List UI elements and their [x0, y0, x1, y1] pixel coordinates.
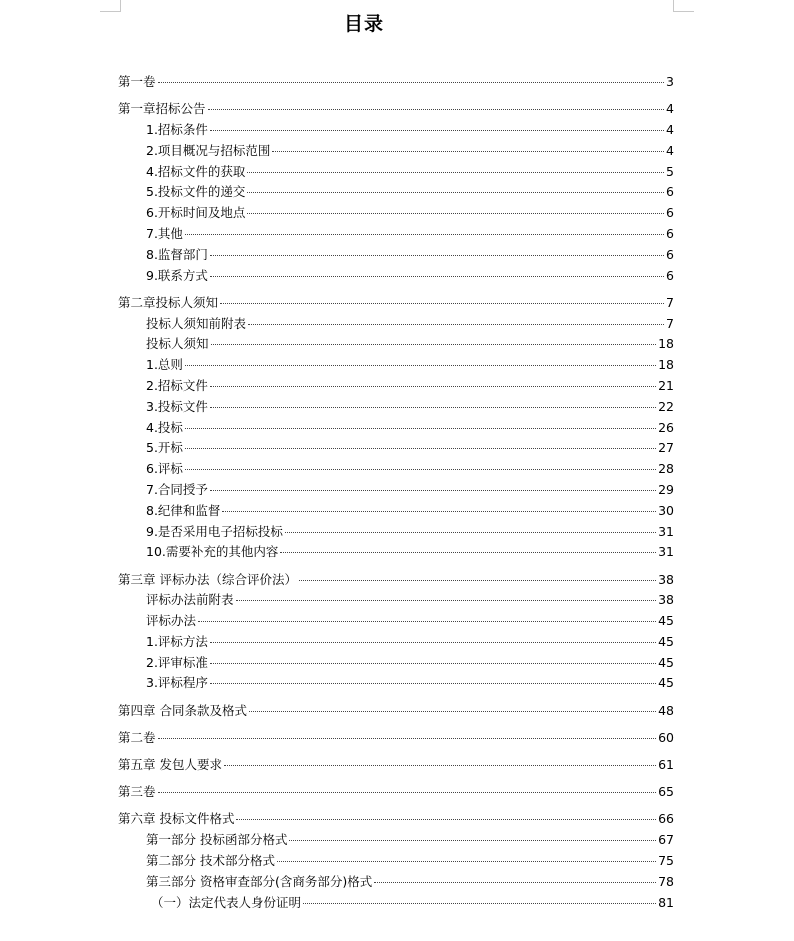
toc-section-entry[interactable]	[118, 673, 674, 694]
toc-entry-title: 2.招标文件	[146, 377, 208, 393]
toc-dot-leader	[210, 683, 656, 684]
toc-page-number: 6	[666, 184, 674, 200]
toc-dot-leader	[249, 711, 656, 712]
toc-page-number: 29	[658, 481, 674, 497]
toc-entry-title: 第三部分 资格审查部分(含商务部分)格式	[146, 873, 373, 889]
toc-entry-title: 3.评标程序	[146, 675, 208, 691]
toc-entry-title: 第一部分 投标函部分格式	[146, 832, 288, 848]
toc-section-entry[interactable]	[118, 438, 674, 459]
toc-dot-leader	[210, 130, 664, 131]
toc-page-number: 5	[666, 163, 674, 179]
toc-section-entry[interactable]	[118, 522, 674, 543]
toc-page-number: 22	[658, 398, 674, 414]
toc-entry-title: 9.是否采用电子招标投标	[146, 523, 283, 539]
toc-dot-leader	[247, 213, 664, 214]
toc-dot-leader	[210, 490, 656, 491]
toc-section-entry[interactable]	[118, 245, 674, 266]
toc-section-entry[interactable]	[118, 830, 674, 851]
toc-entry-title: 6.开标时间及地点	[146, 205, 246, 221]
toc-dot-leader	[158, 792, 657, 793]
toc-entry-title: 第二部分 技术部分格式	[146, 853, 275, 869]
toc-section-entry[interactable]	[118, 162, 674, 183]
toc-dot-leader	[158, 738, 657, 739]
toc-page-number: 28	[658, 461, 674, 477]
toc-entry-title: 第六章 投标文件格式	[118, 811, 235, 827]
toc-entry-title: （一）法定代表人身份证明	[151, 894, 302, 910]
toc-dot-leader	[272, 151, 664, 152]
toc-dot-leader	[185, 469, 656, 470]
toc-page-number: 31	[658, 523, 674, 539]
toc-dot-leader	[198, 621, 656, 622]
toc-page-number: 48	[658, 702, 674, 718]
toc-dot-leader	[210, 386, 656, 387]
toc-dot-leader	[158, 82, 665, 83]
toc-page-number: 65	[658, 784, 674, 800]
toc-dot-leader	[247, 172, 664, 173]
toc-section-entry[interactable]	[118, 376, 674, 397]
toc-dot-leader	[289, 840, 656, 841]
toc-entry-title: 第一章招标公告	[118, 101, 206, 117]
toc-dot-leader	[224, 765, 656, 766]
toc-chapter-entry[interactable]	[118, 72, 674, 93]
toc-entry-title: 评标办法前附表	[146, 592, 234, 608]
toc-entry-title: 3.投标文件	[146, 398, 208, 414]
toc-page-number: 38	[658, 571, 674, 587]
toc-entry-title: 第二卷	[118, 729, 156, 745]
toc-page-number: 67	[658, 832, 674, 848]
toc-chapter-entry[interactable]	[118, 99, 674, 120]
toc-page-number: 18	[658, 357, 674, 373]
toc-section-entry[interactable]	[118, 314, 674, 335]
toc-list	[118, 72, 674, 913]
toc-page-number: 18	[658, 336, 674, 352]
toc-entry-title: 第三章 评标办法（综合评价法）	[118, 571, 297, 587]
toc-chapter-entry[interactable]	[118, 755, 674, 776]
toc-entry-title: 第一卷	[118, 74, 156, 89]
toc-section-entry[interactable]	[118, 224, 674, 245]
toc-section-entry[interactable]	[118, 334, 674, 355]
toc-page-number: 26	[658, 419, 674, 435]
toc-section-entry[interactable]	[118, 480, 674, 501]
toc-dot-leader	[210, 276, 664, 277]
toc-section-entry[interactable]	[118, 872, 674, 893]
toc-entry-title: 1.总则	[146, 357, 183, 373]
toc-entry-title: 6.评标	[146, 461, 183, 477]
toc-dot-leader	[210, 642, 656, 643]
toc-entry-title: 4.招标文件的获取	[146, 163, 246, 179]
toc-dot-leader	[210, 663, 656, 664]
toc-page-number: 31	[658, 544, 674, 560]
toc-section-entry[interactable]	[118, 632, 674, 653]
toc-dot-leader	[247, 192, 664, 193]
toc-page-number: 4	[666, 101, 674, 117]
toc-section-entry[interactable]	[118, 542, 674, 563]
toc-section-entry[interactable]	[118, 120, 674, 141]
toc-entry-title: 8.监督部门	[146, 246, 208, 262]
toc-page-number: 27	[658, 440, 674, 456]
toc-page-number: 30	[658, 502, 674, 518]
toc-entry-title: 第四章 合同条款及格式	[118, 702, 247, 718]
toc-page-number: 38	[658, 592, 674, 608]
toc-dot-leader	[303, 903, 656, 904]
toc-page-number: 4	[666, 121, 674, 137]
toc-chapter-entry[interactable]	[118, 570, 674, 591]
toc-page-number: 3	[666, 74, 674, 89]
toc-page-number: 45	[658, 654, 674, 670]
toc-dot-leader	[185, 428, 656, 429]
toc-dot-leader	[211, 344, 657, 345]
toc-section-entry[interactable]	[118, 141, 674, 162]
toc-page-number: 4	[666, 142, 674, 158]
toc-chapter-entry[interactable]	[118, 701, 674, 722]
toc-page-number: 45	[658, 675, 674, 691]
toc-page-number: 75	[658, 853, 674, 869]
toc-chapter-entry[interactable]	[118, 728, 674, 749]
toc-section-entry[interactable]	[118, 203, 674, 224]
toc-page-number: 45	[658, 633, 674, 649]
toc-entry-title: 5.开标	[146, 440, 183, 456]
toc-dot-leader	[285, 532, 656, 533]
toc-page-number: 6	[666, 267, 674, 283]
toc-entry-title: 10.需要补充的其他内容	[146, 544, 279, 560]
toc-entry-title: 7.其他	[146, 225, 183, 241]
toc-dot-leader	[210, 255, 664, 256]
toc-title: 目录	[343, 13, 384, 35]
toc-page-number: 6	[666, 225, 674, 241]
toc-entry-title: 第三卷	[118, 784, 156, 800]
toc-dot-leader	[236, 600, 657, 601]
toc-page-number: 6	[666, 205, 674, 221]
toc-section-entry[interactable]	[118, 355, 674, 376]
toc-dot-leader	[185, 448, 656, 449]
toc-dot-leader	[220, 303, 664, 304]
toc-section-entry[interactable]	[118, 418, 674, 439]
toc-section-entry[interactable]	[118, 459, 674, 480]
toc-chapter-entry[interactable]	[118, 782, 674, 803]
toc-page-number: 45	[658, 613, 674, 629]
toc-section-entry[interactable]	[118, 851, 674, 872]
toc-entry-title: 7.合同授予	[146, 481, 208, 497]
toc-dot-leader	[185, 365, 656, 366]
toc-section-entry[interactable]	[118, 266, 674, 287]
toc-dot-leader	[374, 882, 656, 883]
toc-entry-title: 投标人须知前附表	[146, 315, 247, 331]
toc-entry-title: 9.联系方式	[146, 267, 208, 283]
toc-page-number: 66	[658, 811, 674, 827]
toc-entry-title: 5.投标文件的递交	[146, 184, 246, 200]
toc-entry-title: 第二章投标人须知	[118, 294, 219, 310]
toc-section-entry[interactable]	[118, 611, 674, 632]
toc-section-entry[interactable]	[118, 590, 674, 611]
toc-page-number: 61	[658, 757, 674, 773]
toc-section-entry[interactable]	[118, 397, 674, 418]
toc-page-number: 7	[666, 294, 674, 310]
toc-section-entry[interactable]	[118, 893, 674, 914]
toc-chapter-entry[interactable]	[118, 809, 674, 830]
toc-page-number: 6	[666, 246, 674, 262]
toc-section-entry[interactable]	[118, 653, 674, 674]
toc-dot-leader	[280, 552, 656, 553]
toc-dot-leader	[299, 580, 656, 581]
toc-dot-leader	[248, 324, 664, 325]
toc-entry-title: 2.项目概况与招标范围	[146, 142, 271, 158]
toc-section-entry[interactable]	[118, 182, 674, 203]
toc-dot-leader	[208, 109, 665, 110]
toc-dot-leader	[210, 407, 656, 408]
toc-dot-leader	[185, 234, 664, 235]
toc-section-entry[interactable]	[118, 501, 674, 522]
toc-dot-leader	[236, 819, 656, 820]
toc-page-number: 81	[658, 894, 674, 910]
toc-entry-title: 2.评审标准	[146, 654, 208, 670]
toc-page-number: 21	[658, 377, 674, 393]
toc-chapter-entry[interactable]	[118, 293, 674, 314]
toc-entry-title: 8.纪律和监督	[146, 502, 221, 518]
toc-page-number: 78	[658, 873, 674, 889]
toc-dot-leader	[277, 861, 656, 862]
toc-page-number: 7	[666, 315, 674, 331]
toc-entry-title: 第五章 发包人要求	[118, 757, 222, 773]
toc-entry-title: 4.投标	[146, 419, 183, 435]
toc-entry-title: 评标办法	[146, 613, 197, 629]
toc-dot-leader	[222, 511, 656, 512]
toc-entry-title: 投标人须知	[146, 336, 209, 352]
toc-page-number: 60	[658, 729, 674, 745]
toc-entry-title: 1.评标方法	[146, 633, 208, 649]
toc-entry-title: 1.招标条件	[146, 121, 208, 137]
